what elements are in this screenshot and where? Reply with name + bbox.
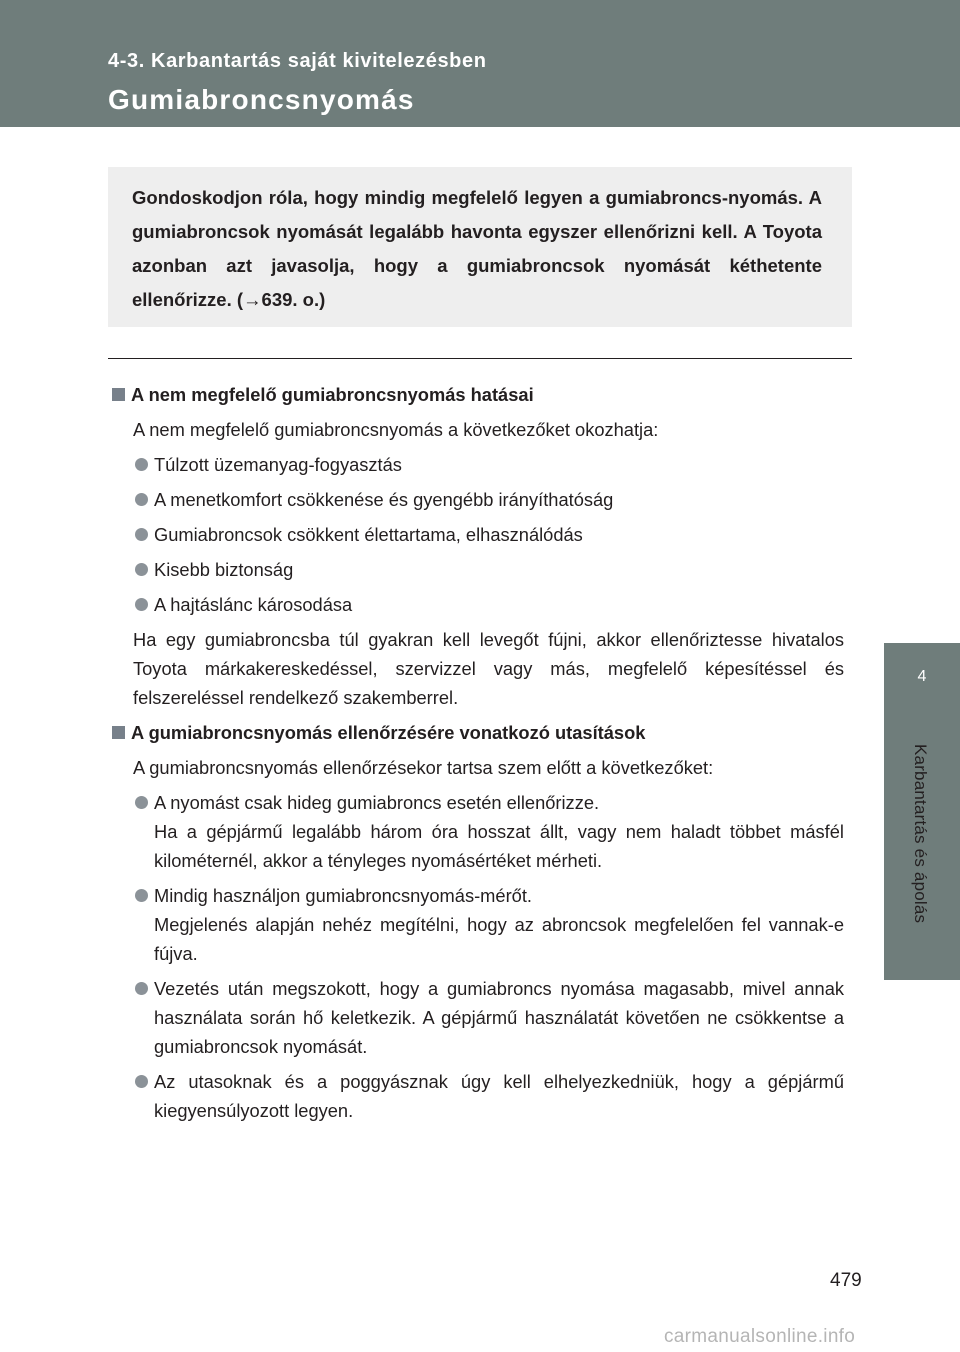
- list-item-detail: Megjelenés alapján nehéz megítélni, hogy az abroncsok megfelelően fel vannak-e fújva.: [154, 914, 844, 964]
- circle-bullet-icon: [135, 796, 148, 809]
- section-heading-text: A gumiabroncsnyomás ellenőrzésére vonatkozó utasítások: [131, 722, 646, 743]
- list-item-text: Kisebb biztonság: [154, 559, 294, 580]
- square-bullet-icon: [112, 726, 125, 739]
- section-note: Ha egy gumiabroncsba túl gyakran kell levegőt fújni, akkor ellenőriztesse hivatalos Toyota márkakereskedéssel, szervizzel vagy más, megfelelő képesítéssel és felszereléssel rendelkező szakemberrel.: [133, 629, 844, 708]
- list-item-text: Gumiabroncsok csökkent élettartama, elhasználódás: [154, 524, 583, 545]
- section-heading-text: A nem megfelelő gumiabroncsnyomás hatásai: [131, 384, 534, 405]
- square-bullet-icon: [112, 388, 125, 401]
- circle-bullet-icon: [135, 528, 148, 541]
- list-item-title: Mindig használjon gumiabroncsnyomás-mérőt.: [154, 885, 532, 906]
- page-number: 479: [830, 1270, 862, 1291]
- list-item-text: A hajtáslánc károsodása: [154, 594, 353, 615]
- main-content: [112, 380, 844, 1131]
- list-item-detail: Ha a gépjármű legalább három óra hosszat állt, vagy nem haladt többet másfél kilométernél, akkor a tényleges nyomásértéket mérheti.: [154, 821, 844, 871]
- list-item: [135, 555, 844, 584]
- list-item: [135, 450, 844, 479]
- section-heading-check: [112, 718, 844, 747]
- watermark: carmanualsonline.info: [664, 1326, 856, 1347]
- circle-bullet-icon: [135, 598, 148, 611]
- circle-bullet-icon: [135, 563, 148, 576]
- list-item-text: A menetkomfort csökkenése és gyengébb irányíthatóság: [154, 489, 614, 510]
- list-item: [135, 788, 844, 875]
- list-item-body: [154, 1067, 844, 1125]
- intro-text: Gondoskodjon róla, hogy mindig megfelelő legyen a gumiabroncs-nyomás. A gumiabroncsok nyomását legalább havonta egyszer ellenőrizni kell. A Toyota azonban azt javasolja, hogy a gumiabroncsok nyomását kéthetente ellenőrizze. (→639. o.): [132, 187, 822, 310]
- list-item-body: [154, 881, 844, 968]
- section-heading-effects: [112, 380, 844, 409]
- list-item-title: Az utasoknak és a poggyásznak úgy kell elhelyezkedniük, hogy a gépjármű kiegyensúlyozott legyen.: [154, 1071, 844, 1121]
- circle-bullet-icon: [135, 493, 148, 506]
- intro-box: [108, 167, 852, 327]
- list-item-body: [154, 788, 844, 875]
- list-item: [135, 520, 844, 549]
- list-item-body: [154, 974, 844, 1061]
- list-item-title: Vezetés után megszokott, hogy a gumiabroncs nyomása magasabb, mivel annak használata során hő keletkezik. A gépjármű használatát követően ne csökkentse a gumiabroncsok nyomását.: [154, 978, 844, 1057]
- chapter-label: Karbantartás és ápolás: [911, 744, 930, 924]
- list-item: [135, 1067, 844, 1125]
- circle-bullet-icon: [135, 458, 148, 471]
- section-label: 4-3. Karbantartás saját kivitelezésben: [108, 50, 487, 72]
- list-item: [135, 485, 844, 514]
- circle-bullet-icon: [135, 889, 148, 902]
- page-title: Gumiabroncsnyomás: [108, 84, 415, 115]
- list-item: [135, 881, 844, 968]
- list-item: [135, 974, 844, 1061]
- list-item: [135, 590, 844, 619]
- circle-bullet-icon: [135, 1075, 148, 1088]
- page-header: [0, 0, 960, 127]
- divider: [108, 358, 852, 359]
- circle-bullet-icon: [135, 982, 148, 995]
- chapter-number: 4: [917, 668, 927, 685]
- list-item-title: A nyomást csak hideg gumiabroncs esetén ellenőrizze.: [154, 792, 600, 813]
- list-item-text: Túlzott üzemanyag-fogyasztás: [154, 454, 402, 475]
- section-lead: A nem megfelelő gumiabroncsnyomás a következőket okozhatja:: [133, 419, 659, 440]
- section-lead: A gumiabroncsnyomás ellenőrzésekor tartsa szem előtt a következőket:: [133, 757, 714, 778]
